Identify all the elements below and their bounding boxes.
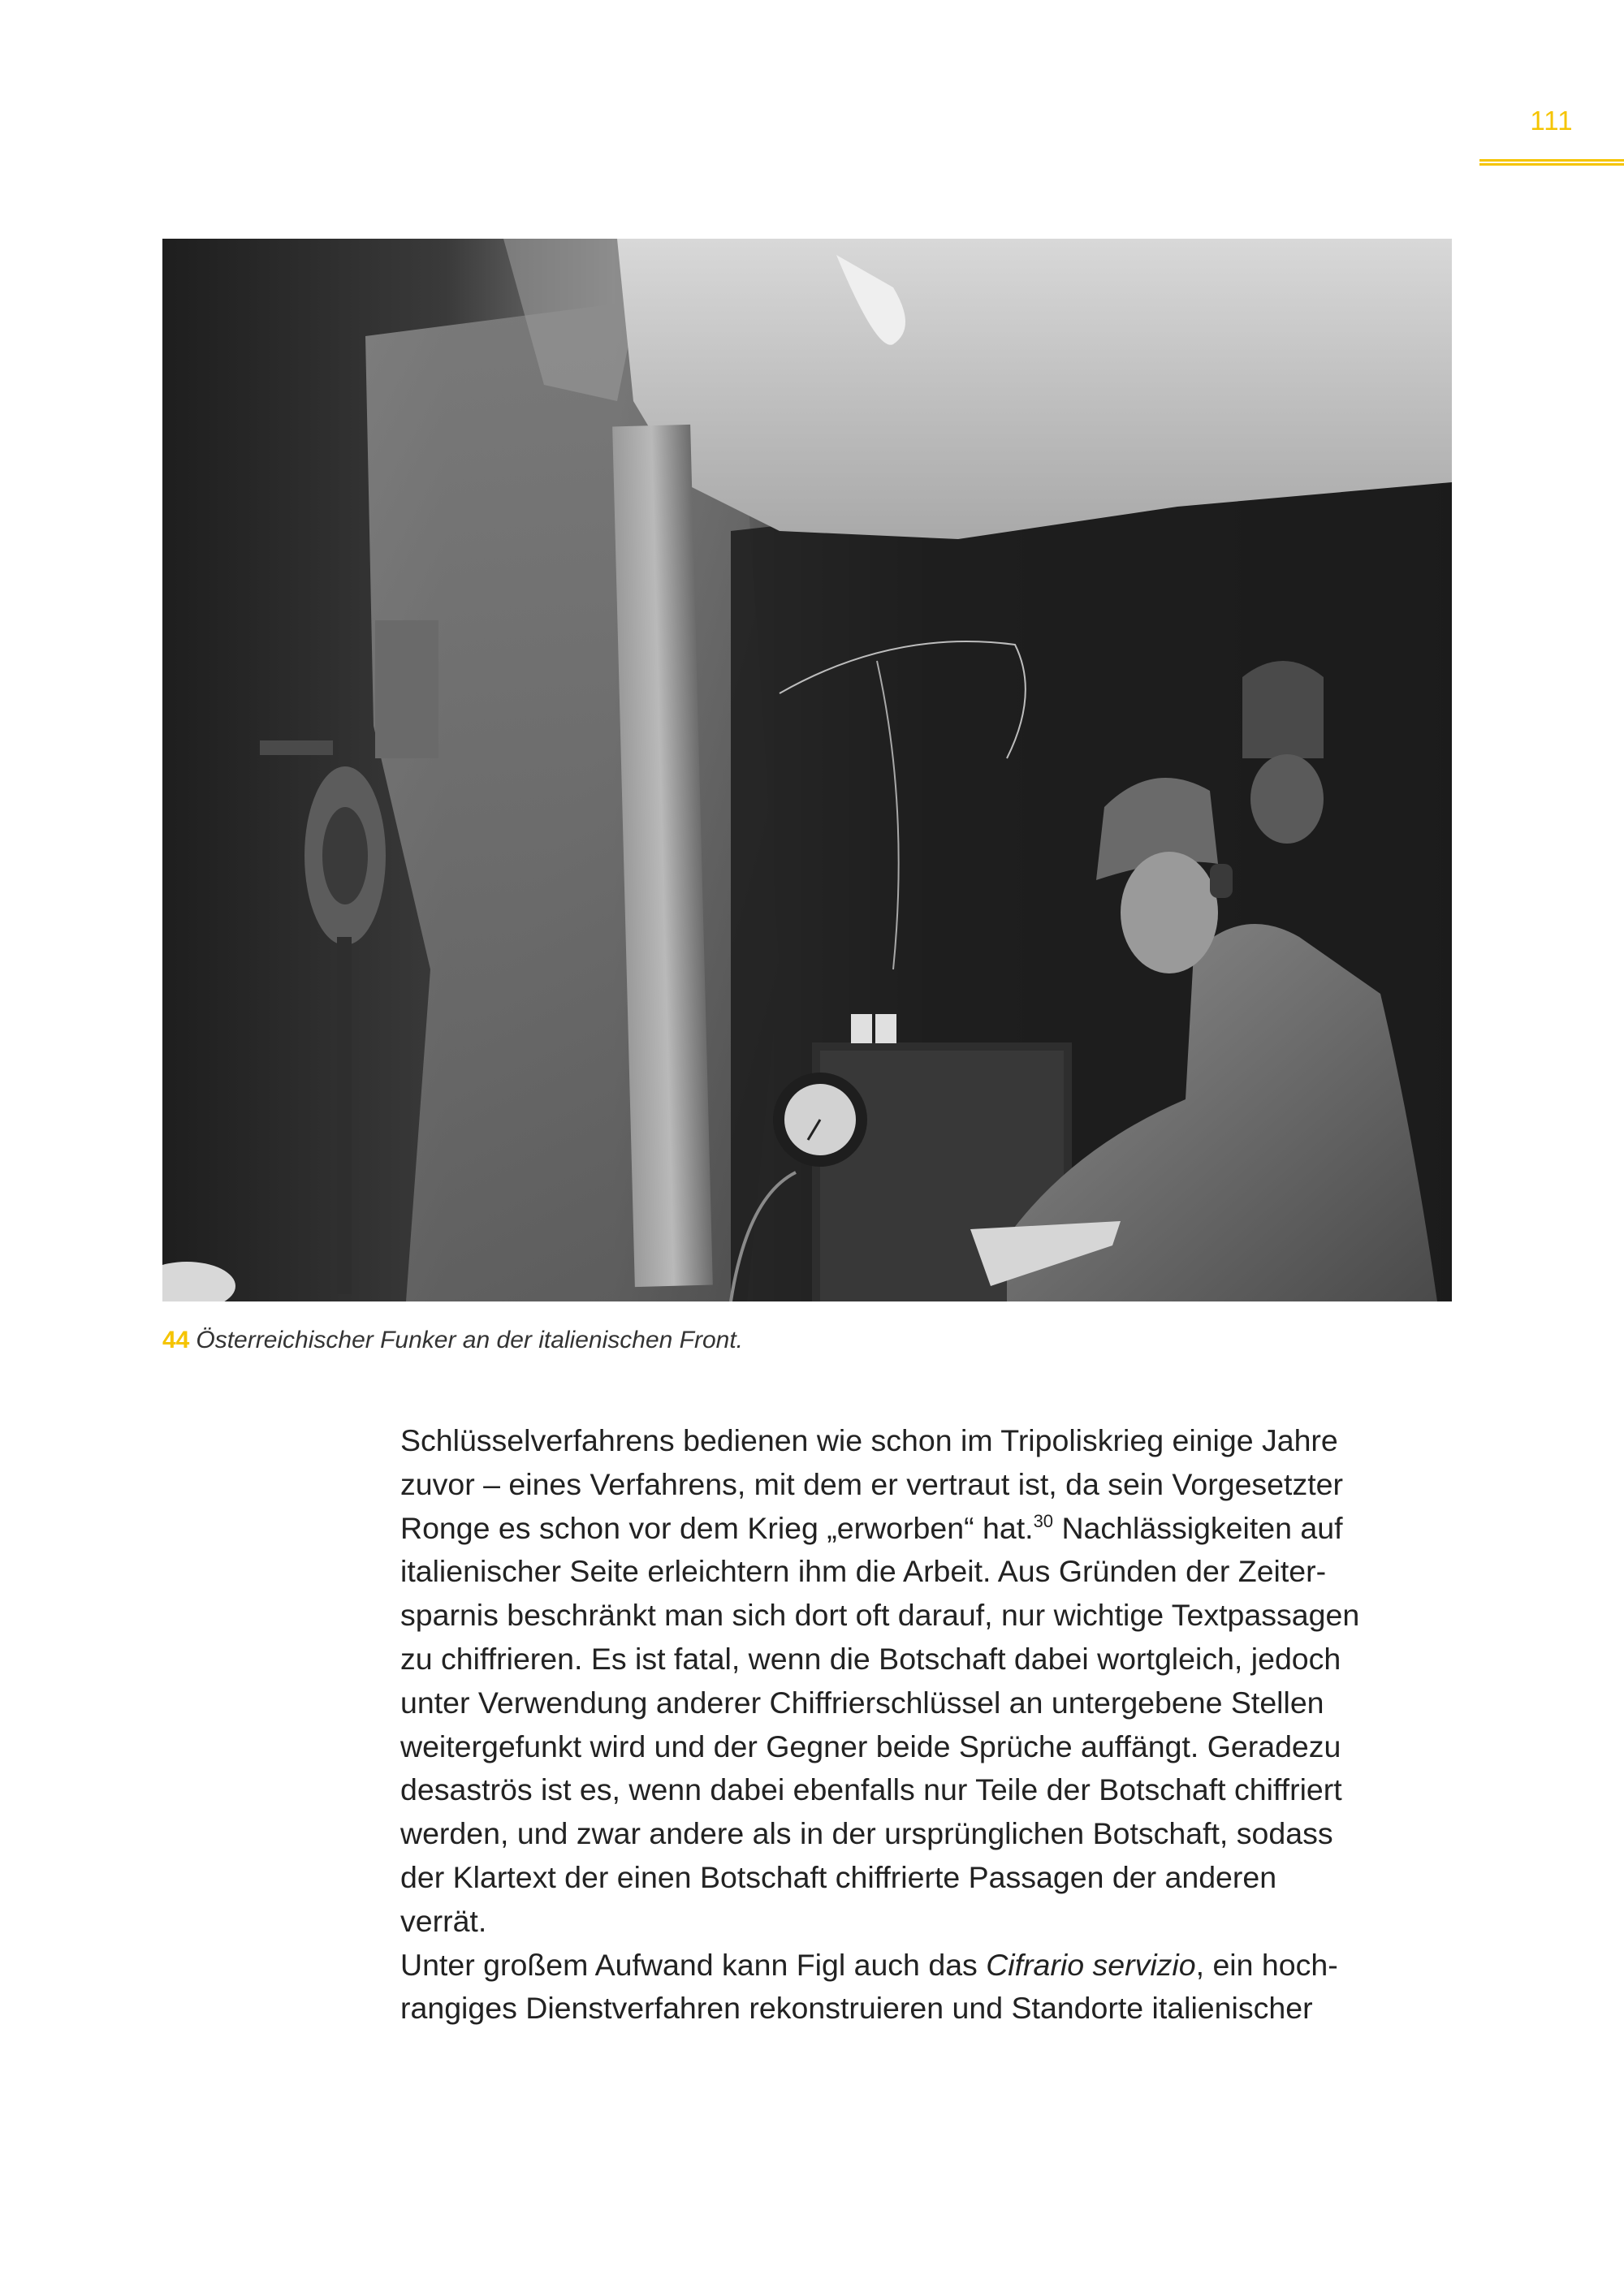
text-line: unter Verwendung anderer Chiffrierschlüssel an untergebene Stellen <box>400 1685 1324 1720</box>
text-line: sparnis beschränkt man sich dort oft darauf, nur wichtige Textpassagen <box>400 1598 1360 1633</box>
header-rule <box>1479 159 1624 166</box>
italic-term: Cifrario servizio <box>986 1947 1196 1982</box>
text-line <box>400 1507 1472 1551</box>
figure-caption-text: Österreichischer Funker an der italienischen Front. <box>196 1327 743 1353</box>
text-span: Ronge es schon vor dem Krieg „erworben“ hat. <box>400 1510 1034 1545</box>
page-number: 111 <box>1530 106 1574 136</box>
text-span: Unter großem Aufwand kann Figl auch das <box>400 1947 987 1982</box>
text-line: italienischer Seite erleichtern ihm die Arbeit. Aus Gründen der Zeiter- <box>400 1554 1327 1589</box>
text-line: werden, und zwar andere als in der ursprünglichen Botschaft, sodass <box>400 1816 1333 1851</box>
body-text <box>400 1419 1472 2031</box>
footnote-marker[interactable]: 30 <box>1033 1510 1054 1531</box>
figure-photo <box>162 239 1452 1301</box>
figure-caption <box>162 1327 743 1354</box>
header-rule-line <box>1479 159 1624 162</box>
text-line <box>400 1944 1472 1988</box>
text-line: der Klartext der einen Botschaft chiffrierte Passagen der anderen <box>400 1859 1277 1894</box>
header-rule-line <box>1479 163 1624 166</box>
text-line: zu chiffrieren. Es ist fatal, wenn die Botschaft dabei wortgleich, jedoch <box>400 1641 1341 1676</box>
text-line: weitergefunkt wird und der Gegner beide Sprüche auffängt. Geradezu <box>400 1729 1341 1763</box>
text-line: zuvor – eines Verfahrens, mit dem er vertraut ist, da sein Vorgesetzter <box>400 1466 1343 1501</box>
text-line: rangiges Dienstverfahren rekonstruieren und Standorte italienischer <box>400 1991 1313 2026</box>
text-line: Schlüsselverfahrens bedienen wie schon im Tripoliskrieg einige Jahre <box>400 1423 1338 1457</box>
photo-illustration <box>162 239 1452 1301</box>
text-line: desaströs ist es, wenn dabei ebenfalls nur Teile der Botschaft chiffriert <box>400 1772 1342 1807</box>
text-line: verrät. <box>400 1903 487 1938</box>
figure-number: 44 <box>162 1327 190 1353</box>
text-span: Nachlässigkeiten auf <box>1053 1510 1343 1545</box>
text-span: , ein hoch- <box>1195 1947 1338 1982</box>
